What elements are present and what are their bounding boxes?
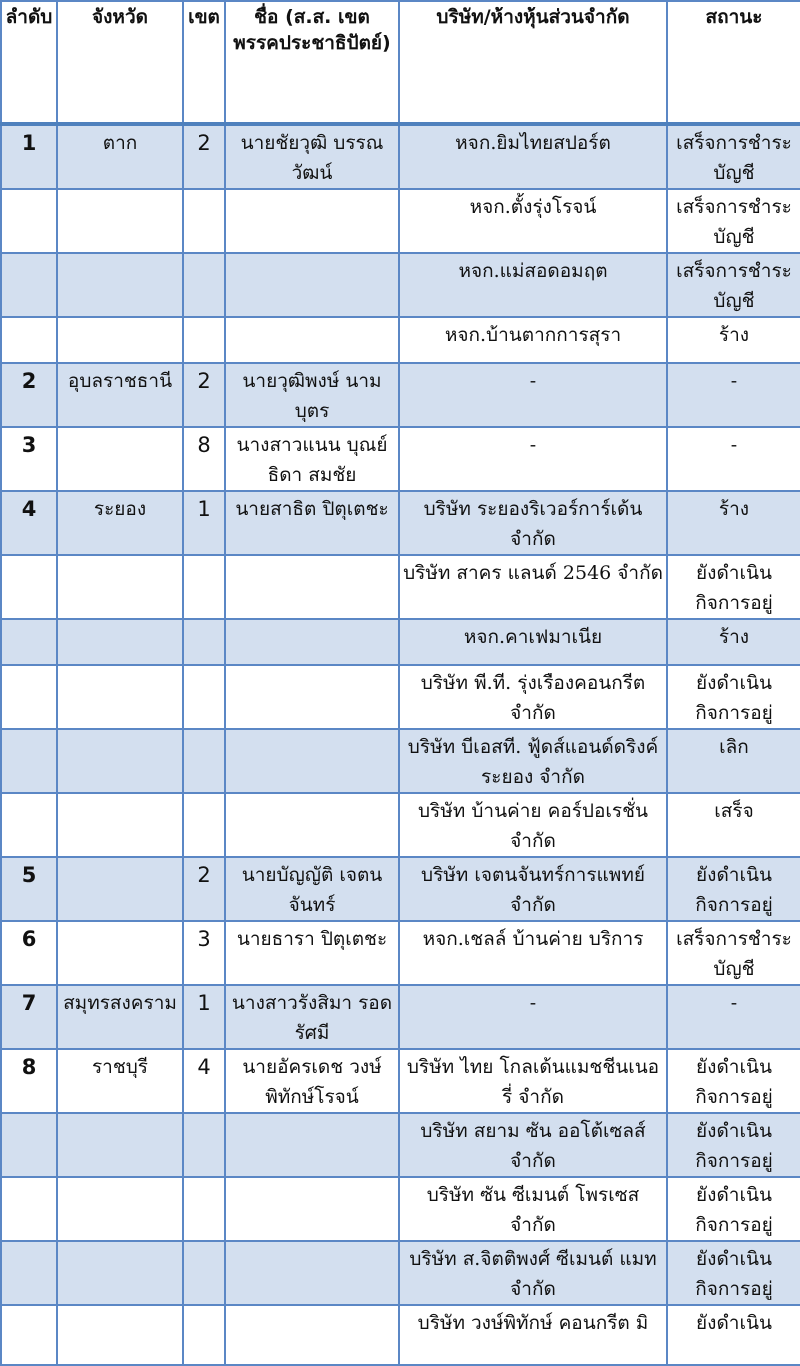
cell-zone: 2	[183, 124, 225, 189]
cell-zone	[183, 729, 225, 793]
cell-order	[1, 555, 57, 619]
table-body	[1, 124, 800, 1365]
cell-status: ยังดำเนินกิจการอยู่	[667, 1049, 800, 1113]
table-header	[1, 1, 800, 124]
cell-order	[1, 317, 57, 363]
cell-order: 1	[1, 124, 57, 189]
cell-name: นายธารา ปิตุเตชะ	[225, 921, 399, 985]
cell-province	[57, 665, 183, 729]
table-row	[1, 1305, 800, 1365]
cell-status: ยังดำเนินกิจการอยู่	[667, 1241, 800, 1305]
cell-order: 8	[1, 1049, 57, 1113]
table-row	[1, 1049, 800, 1113]
cell-zone	[183, 253, 225, 317]
cell-order	[1, 189, 57, 253]
cell-order	[1, 619, 57, 665]
cell-order: 7	[1, 985, 57, 1049]
table-row	[1, 427, 800, 491]
table-row	[1, 253, 800, 317]
table-row	[1, 1241, 800, 1305]
header-zone: เขต	[183, 1, 225, 124]
cell-status: ร้าง	[667, 491, 800, 555]
cell-province	[57, 253, 183, 317]
cell-zone	[183, 619, 225, 665]
cell-province	[57, 1305, 183, 1365]
cell-company: บริษัท วงษ์พิทักษ์ คอนกรีต มิ	[399, 1305, 667, 1365]
cell-order	[1, 1305, 57, 1365]
cell-company: บริษัท ซัน ซีเมนต์ โพรเซส จำกัด	[399, 1177, 667, 1241]
cell-company: บริษัท ไทย โกลเด้นแมชชีนเนอรี่ จำกัด	[399, 1049, 667, 1113]
cell-province	[57, 427, 183, 491]
cell-zone: 2	[183, 363, 225, 427]
cell-name	[225, 555, 399, 619]
cell-zone: 3	[183, 921, 225, 985]
cell-company: หจก.คาเฟมาเนีย	[399, 619, 667, 665]
table-row	[1, 363, 800, 427]
cell-company: บริษัท เจตนจันทร์การแพทย์ จำกัด	[399, 857, 667, 921]
header-order: ลำดับ	[1, 1, 57, 124]
cell-name	[225, 619, 399, 665]
cell-zone: 4	[183, 1049, 225, 1113]
cell-name: นางสาวแนน บุณย์ธิดา สมชัย	[225, 427, 399, 491]
cell-company: บริษัท พี.ที. รุ่งเรืองคอนกรีต จำกัด	[399, 665, 667, 729]
table-row	[1, 793, 800, 857]
cell-zone	[183, 317, 225, 363]
cell-zone: 8	[183, 427, 225, 491]
header-province: จังหวัด	[57, 1, 183, 124]
cell-name: นางสาวรังสิมา รอดรัศมี	[225, 985, 399, 1049]
cell-name	[225, 1241, 399, 1305]
cell-order: 2	[1, 363, 57, 427]
cell-zone: 2	[183, 857, 225, 921]
cell-company: หจก.ตั้งรุ่งโรจน์	[399, 189, 667, 253]
cell-province	[57, 921, 183, 985]
cell-status: ร้าง	[667, 619, 800, 665]
cell-province	[57, 189, 183, 253]
table-row	[1, 985, 800, 1049]
cell-order	[1, 665, 57, 729]
cell-status: ยังดำเนิน	[667, 1305, 800, 1365]
cell-name: นายชัยวุฒิ บรรณวัฒน์	[225, 124, 399, 189]
cell-status: ยังดำเนินกิจการอยู่	[667, 1113, 800, 1177]
cell-order: 6	[1, 921, 57, 985]
cell-province: สมุทรสงคราม	[57, 985, 183, 1049]
cell-province: ราชบุรี	[57, 1049, 183, 1113]
cell-name: นายสาธิต ปิตุเตชะ	[225, 491, 399, 555]
cell-name	[225, 1305, 399, 1365]
cell-company: หจก.เชลล์ บ้านค่าย บริการ	[399, 921, 667, 985]
table-row	[1, 1177, 800, 1241]
cell-name	[225, 189, 399, 253]
table-row	[1, 665, 800, 729]
cell-company: บริษัท บ้านค่าย คอร์ปอเรชั่น จำกัด	[399, 793, 667, 857]
cell-province: อุบลราชธานี	[57, 363, 183, 427]
cell-province	[57, 1113, 183, 1177]
cell-status: -	[667, 363, 800, 427]
cell-company: บริษัท บีเอสที. ฟู้ดส์แอนด์ดริงค์ระยอง จำกัด	[399, 729, 667, 793]
cell-province	[57, 793, 183, 857]
cell-status: เสร็จการชำระบัญชี	[667, 253, 800, 317]
cell-company: บริษัท สาคร แลนด์ 2546 จำกัด	[399, 555, 667, 619]
cell-zone	[183, 1113, 225, 1177]
cell-province	[57, 555, 183, 619]
cell-order	[1, 729, 57, 793]
cell-province	[57, 1177, 183, 1241]
cell-status: ร้าง	[667, 317, 800, 363]
cell-company: หจก.บ้านตากการสุรา	[399, 317, 667, 363]
cell-status: ยังดำเนินกิจการอยู่	[667, 555, 800, 619]
cell-order	[1, 253, 57, 317]
table-row	[1, 555, 800, 619]
cell-name	[225, 1113, 399, 1177]
cell-province: ระยอง	[57, 491, 183, 555]
cell-order: 3	[1, 427, 57, 491]
cell-order: 4	[1, 491, 57, 555]
cell-name	[225, 253, 399, 317]
cell-province	[57, 619, 183, 665]
cell-company: บริษัท สยาม ซัน ออโต้เซลส์ จำกัด	[399, 1113, 667, 1177]
table-row	[1, 189, 800, 253]
cell-name	[225, 793, 399, 857]
cell-status: เสร็จการชำระบัญชี	[667, 189, 800, 253]
cell-name	[225, 317, 399, 363]
table-row	[1, 491, 800, 555]
cell-company: -	[399, 985, 667, 1049]
table-row	[1, 1113, 800, 1177]
table-row	[1, 124, 800, 189]
cell-name	[225, 729, 399, 793]
cell-province	[57, 1241, 183, 1305]
cell-company: -	[399, 427, 667, 491]
cell-zone	[183, 793, 225, 857]
header-name: ชื่อ (ส.ส. เขต พรรคประชาธิปัตย์)	[225, 1, 399, 124]
header-status: สถานะ	[667, 1, 800, 124]
cell-status: เลิก	[667, 729, 800, 793]
cell-status: ยังดำเนินกิจการอยู่	[667, 665, 800, 729]
header-row	[1, 1, 800, 124]
header-company: บริษัท/ห้างหุ้นส่วนจำกัด	[399, 1, 667, 124]
cell-name: นายวุฒิพงษ์ นามบุตร	[225, 363, 399, 427]
cell-company: หจก.ยิมไทยสปอร์ต	[399, 124, 667, 189]
cell-zone: 1	[183, 985, 225, 1049]
cell-order	[1, 1113, 57, 1177]
cell-company: หจก.แม่สอดอมฤต	[399, 253, 667, 317]
cell-zone	[183, 555, 225, 619]
cell-company: บริษัท ระยองริเวอร์การ์เด้น จำกัด	[399, 491, 667, 555]
cell-order: 5	[1, 857, 57, 921]
cell-zone: 1	[183, 491, 225, 555]
cell-zone	[183, 189, 225, 253]
cell-company: -	[399, 363, 667, 427]
cell-company: บริษัท ส.จิตติพงศ์ ซีเมนต์ แมท จำกัด	[399, 1241, 667, 1305]
cell-order	[1, 1241, 57, 1305]
table-row	[1, 921, 800, 985]
cell-name: นายอัครเดช วงษ์พิทักษ์โรจน์	[225, 1049, 399, 1113]
cell-province	[57, 317, 183, 363]
cell-order	[1, 1177, 57, 1241]
cell-order	[1, 793, 57, 857]
table-row	[1, 857, 800, 921]
table-row	[1, 317, 800, 363]
cell-province	[57, 729, 183, 793]
cell-name: นายบัญญัติ เจตนจันทร์	[225, 857, 399, 921]
cell-status: เสร็จการชำระบัญชี	[667, 921, 800, 985]
table-row	[1, 729, 800, 793]
cell-status: -	[667, 427, 800, 491]
cell-status: ยังดำเนินกิจการอยู่	[667, 1177, 800, 1241]
table-row	[1, 619, 800, 665]
cell-zone	[183, 1241, 225, 1305]
cell-name	[225, 665, 399, 729]
cell-status: เสร็จ	[667, 793, 800, 857]
cell-zone	[183, 1177, 225, 1241]
cell-zone	[183, 1305, 225, 1365]
cell-province: ตาก	[57, 124, 183, 189]
cell-status: เสร็จการชำระบัญชี	[667, 124, 800, 189]
cell-status: ยังดำเนินกิจการอยู่	[667, 857, 800, 921]
cell-province	[57, 857, 183, 921]
cell-status: -	[667, 985, 800, 1049]
cell-zone	[183, 665, 225, 729]
cell-name	[225, 1177, 399, 1241]
